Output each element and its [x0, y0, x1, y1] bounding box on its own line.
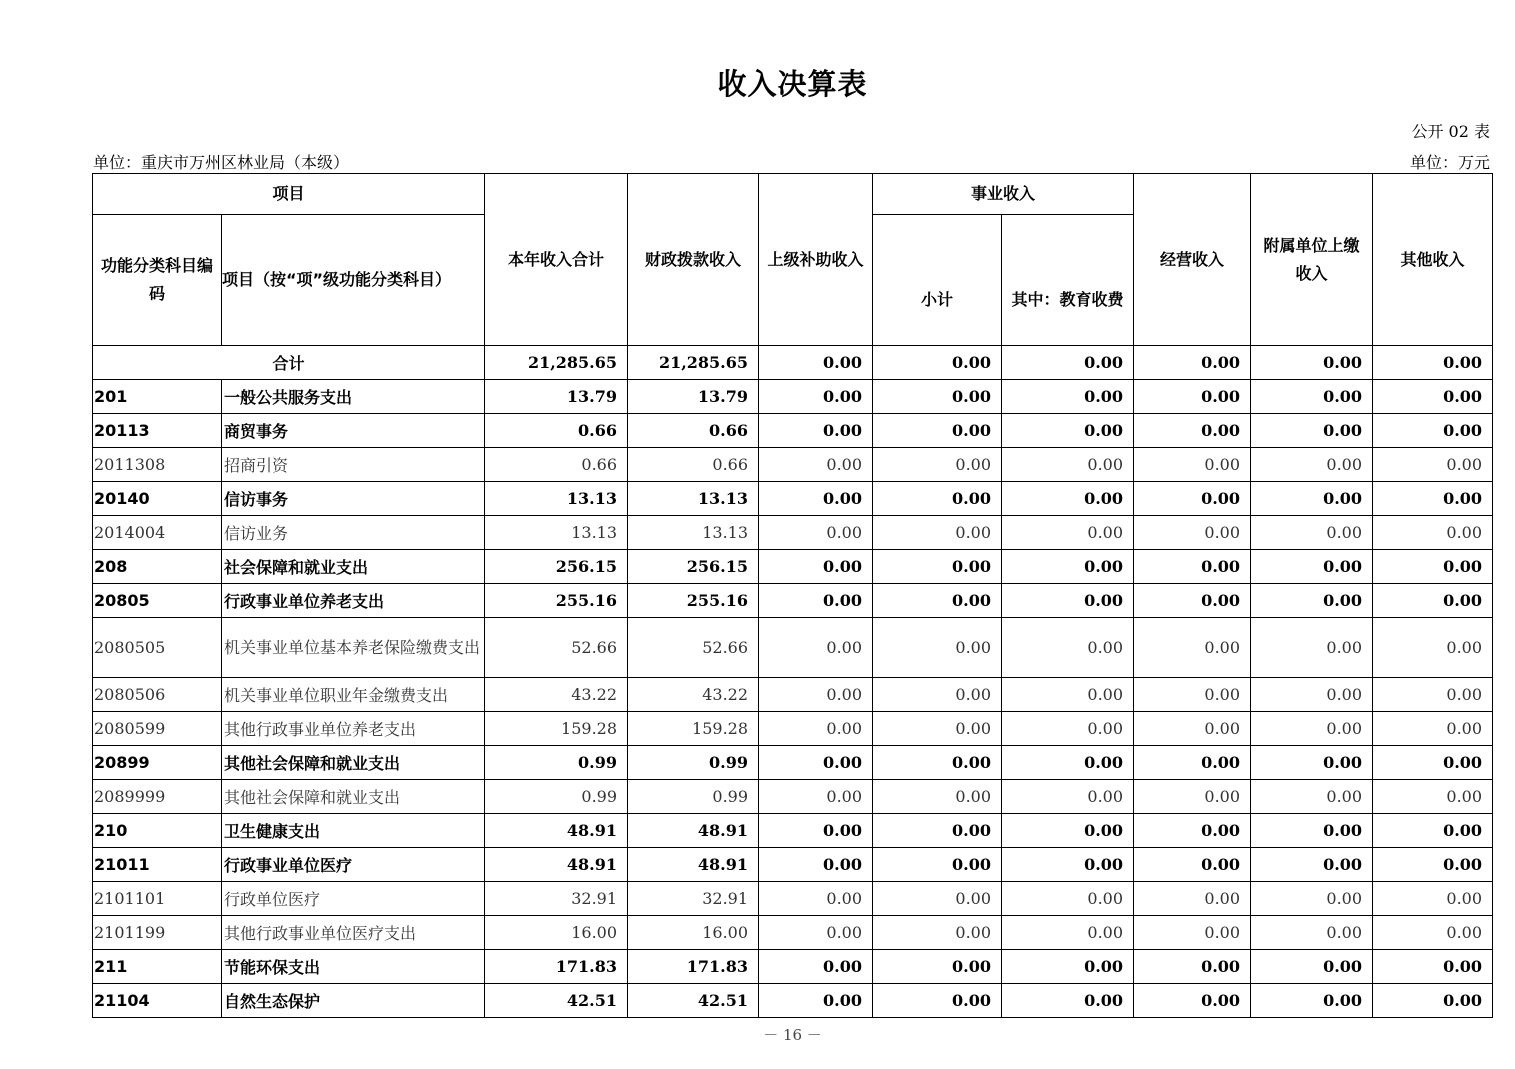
value-cell: 52.66 [628, 618, 759, 678]
total-value: 0.00 [759, 346, 873, 380]
value-cell: 0.00 [1251, 516, 1373, 550]
value-cell: 43.22 [628, 678, 759, 712]
func-name-cell: 其他社会保障和就业支出 [222, 746, 485, 780]
value-cell: 0.00 [1373, 516, 1493, 550]
value-cell: 0.00 [1251, 550, 1373, 584]
value-cell: 0.00 [1134, 414, 1251, 448]
total-label: 合计 [93, 346, 485, 380]
total-value: 0.00 [873, 346, 1002, 380]
value-cell: 0.00 [1134, 780, 1251, 814]
value-cell: 0.00 [1002, 550, 1134, 584]
value-cell: 0.00 [759, 550, 873, 584]
func-code-cell: 2080505 [93, 618, 222, 678]
func-name-cell: 机关事业单位基本养老保险缴费支出 [222, 618, 485, 678]
report-title: 收入决算表 [717, 67, 868, 101]
value-cell: 0.00 [759, 814, 873, 848]
value-cell: 0.00 [873, 482, 1002, 516]
table-row [93, 618, 1493, 678]
func-name-cell: 其他社会保障和就业支出 [222, 780, 485, 814]
value-cell: 0.00 [1134, 848, 1251, 882]
value-cell: 0.00 [873, 550, 1002, 584]
table-row [93, 984, 1493, 1018]
func-code-cell: 208 [93, 550, 222, 584]
value-cell: 0.00 [1002, 780, 1134, 814]
value-cell: 0.00 [1373, 848, 1493, 882]
value-cell: 0.00 [1373, 780, 1493, 814]
table-row [93, 882, 1493, 916]
func-name-cell: 社会保障和就业支出 [222, 550, 485, 584]
func-name-cell: 招商引资 [222, 448, 485, 482]
func-code-cell: 2080506 [93, 678, 222, 712]
func-code-cell: 2101199 [93, 916, 222, 950]
value-cell: 13.13 [485, 482, 628, 516]
value-cell: 0.00 [1251, 618, 1373, 678]
value-cell: 0.00 [873, 618, 1002, 678]
value-cell: 0.00 [1134, 712, 1251, 746]
value-cell: 0.00 [759, 482, 873, 516]
value-cell: 0.00 [1002, 882, 1134, 916]
value-cell: 0.00 [1134, 618, 1251, 678]
value-cell: 0.00 [1251, 678, 1373, 712]
value-cell: 0.00 [1373, 448, 1493, 482]
value-cell: 0.00 [759, 678, 873, 712]
value-cell: 0.00 [1134, 448, 1251, 482]
func-code-cell: 211 [93, 950, 222, 984]
value-cell: 0.00 [759, 746, 873, 780]
table-row [93, 482, 1493, 516]
value-cell: 0.00 [1251, 584, 1373, 618]
value-cell: 0.00 [1002, 916, 1134, 950]
value-cell: 0.00 [1373, 746, 1493, 780]
value-cell: 0.00 [1002, 950, 1134, 984]
page-number: － 16 － [763, 1026, 822, 1044]
func-code-cell: 2101101 [93, 882, 222, 916]
value-cell: 0.00 [1251, 984, 1373, 1018]
value-cell: 0.00 [873, 916, 1002, 950]
value-cell: 0.00 [1373, 882, 1493, 916]
header-func-name: 项目（按“项”级功能分类科目） [222, 215, 485, 346]
value-cell: 0.00 [1134, 984, 1251, 1018]
value-cell: 0.99 [628, 746, 759, 780]
value-cell: 0.00 [1002, 746, 1134, 780]
header-subtotal: 小计 [873, 215, 1002, 346]
table-row [93, 584, 1493, 618]
value-cell: 0.00 [1002, 618, 1134, 678]
func-code-cell: 20899 [93, 746, 222, 780]
total-value: 0.00 [1134, 346, 1251, 380]
header-total-income: 本年收入合计 [485, 174, 628, 346]
value-cell: 0.00 [759, 380, 873, 414]
table-row [93, 780, 1493, 814]
value-cell: 0.00 [1134, 380, 1251, 414]
value-cell: 0.00 [1002, 678, 1134, 712]
value-cell: 13.13 [628, 516, 759, 550]
total-value: 0.00 [1002, 346, 1134, 380]
value-cell: 0.00 [1251, 746, 1373, 780]
value-cell: 0.99 [485, 746, 628, 780]
table-row [93, 678, 1493, 712]
func-code-cell: 21011 [93, 848, 222, 882]
func-code-cell: 20140 [93, 482, 222, 516]
value-cell: 0.00 [1251, 414, 1373, 448]
value-cell: 43.22 [485, 678, 628, 712]
value-cell: 0.66 [628, 448, 759, 482]
value-cell: 0.00 [873, 584, 1002, 618]
value-cell: 0.66 [485, 448, 628, 482]
value-cell: 255.16 [628, 584, 759, 618]
value-cell: 0.00 [873, 414, 1002, 448]
value-cell: 0.00 [873, 848, 1002, 882]
total-value: 21,285.65 [628, 346, 759, 380]
value-cell: 0.00 [1134, 550, 1251, 584]
value-cell: 0.00 [759, 984, 873, 1018]
value-cell: 256.15 [628, 550, 759, 584]
value-cell: 0.00 [1251, 950, 1373, 984]
value-cell: 0.00 [1251, 482, 1373, 516]
value-cell: 0.00 [1002, 448, 1134, 482]
value-cell: 13.13 [628, 482, 759, 516]
value-cell: 0.00 [1373, 712, 1493, 746]
table-row [93, 712, 1493, 746]
value-cell: 0.00 [1373, 916, 1493, 950]
value-cell: 0.00 [1373, 618, 1493, 678]
total-value: 0.00 [1373, 346, 1493, 380]
table-row [93, 380, 1493, 414]
func-name-cell: 自然生态保护 [222, 984, 485, 1018]
table-row [93, 414, 1493, 448]
table-row [93, 516, 1493, 550]
header-education: 其中：教育收费 [1002, 215, 1134, 346]
header-other: 其他收入 [1373, 174, 1493, 346]
func-name-cell: 信访业务 [222, 516, 485, 550]
value-cell: 0.00 [1373, 678, 1493, 712]
table-row [93, 550, 1493, 584]
value-cell: 0.00 [1134, 678, 1251, 712]
income-table [92, 173, 1493, 1018]
value-cell: 0.00 [873, 516, 1002, 550]
value-cell: 0.00 [759, 448, 873, 482]
total-row [93, 346, 1493, 380]
value-cell: 0.00 [1251, 916, 1373, 950]
func-code-cell: 21104 [93, 984, 222, 1018]
value-cell: 0.00 [1373, 950, 1493, 984]
value-cell: 0.00 [873, 780, 1002, 814]
table-header [93, 174, 1493, 346]
value-cell: 0.00 [1002, 482, 1134, 516]
func-name-cell: 行政单位医疗 [222, 882, 485, 916]
value-cell: 0.00 [1134, 814, 1251, 848]
value-cell: 0.00 [1134, 882, 1251, 916]
func-code-cell: 2011308 [93, 448, 222, 482]
value-cell: 0.00 [1373, 584, 1493, 618]
value-cell: 0.00 [1134, 916, 1251, 950]
value-cell: 0.00 [1134, 746, 1251, 780]
func-code-cell: 20805 [93, 584, 222, 618]
func-code-cell: 2089999 [93, 780, 222, 814]
value-cell: 171.83 [485, 950, 628, 984]
value-cell: 48.91 [628, 848, 759, 882]
value-cell: 16.00 [485, 916, 628, 950]
header-project: 项目 [93, 174, 485, 215]
value-cell: 32.91 [628, 882, 759, 916]
value-cell: 0.00 [1373, 482, 1493, 516]
value-cell: 0.00 [1373, 984, 1493, 1018]
value-cell: 0.00 [1002, 414, 1134, 448]
currency-unit: 单位：万元 [1409, 153, 1490, 172]
value-cell: 171.83 [628, 950, 759, 984]
func-name-cell: 其他行政事业单位养老支出 [222, 712, 485, 746]
value-cell: 0.00 [759, 950, 873, 984]
form-number: 公开 02 表 [1411, 122, 1490, 141]
table-body [93, 346, 1493, 1018]
table-row [93, 746, 1493, 780]
value-cell: 0.66 [485, 414, 628, 448]
total-value: 21,285.65 [485, 346, 628, 380]
value-cell: 0.00 [1251, 448, 1373, 482]
value-cell: 0.00 [759, 780, 873, 814]
value-cell: 0.00 [759, 848, 873, 882]
value-cell: 0.00 [873, 882, 1002, 916]
value-cell: 0.00 [759, 712, 873, 746]
value-cell: 0.00 [759, 916, 873, 950]
func-name-cell: 节能环保支出 [222, 950, 485, 984]
value-cell: 0.00 [1002, 584, 1134, 618]
value-cell: 42.51 [628, 984, 759, 1018]
func-code-cell: 2080599 [93, 712, 222, 746]
func-code-cell: 20113 [93, 414, 222, 448]
value-cell: 256.15 [485, 550, 628, 584]
header-operating: 经营收入 [1134, 174, 1251, 346]
header-affiliated: 附属单位上缴收入 [1251, 174, 1373, 346]
value-cell: 32.91 [485, 882, 628, 916]
func-code-cell: 201 [93, 380, 222, 414]
reporting-unit: 单位：重庆市万州区林业局（本级） [93, 153, 350, 172]
value-cell: 0.00 [759, 618, 873, 678]
value-cell: 0.00 [1251, 780, 1373, 814]
value-cell: 13.79 [628, 380, 759, 414]
func-name-cell: 商贸事务 [222, 414, 485, 448]
func-name-cell: 行政事业单位养老支出 [222, 584, 485, 618]
value-cell: 0.00 [873, 712, 1002, 746]
value-cell: 42.51 [485, 984, 628, 1018]
header-business-group: 事业收入 [873, 174, 1134, 215]
func-name-cell: 机关事业单位职业年金缴费支出 [222, 678, 485, 712]
value-cell: 0.99 [485, 780, 628, 814]
func-name-cell: 其他行政事业单位医疗支出 [222, 916, 485, 950]
func-name-cell: 卫生健康支出 [222, 814, 485, 848]
value-cell: 13.79 [485, 380, 628, 414]
table-row [93, 916, 1493, 950]
value-cell: 0.00 [873, 984, 1002, 1018]
value-cell: 0.00 [873, 678, 1002, 712]
value-cell: 255.16 [485, 584, 628, 618]
value-cell: 0.00 [1251, 380, 1373, 414]
header-fiscal: 财政拨款收入 [628, 174, 759, 346]
value-cell: 16.00 [628, 916, 759, 950]
value-cell: 0.00 [1002, 712, 1134, 746]
total-value: 0.00 [1251, 346, 1373, 380]
func-name-cell: 行政事业单位医疗 [222, 848, 485, 882]
value-cell: 0.00 [1251, 814, 1373, 848]
value-cell: 0.66 [628, 414, 759, 448]
value-cell: 0.00 [1002, 516, 1134, 550]
table-row [93, 814, 1493, 848]
value-cell: 0.00 [1134, 584, 1251, 618]
value-cell: 0.00 [873, 950, 1002, 984]
value-cell: 0.00 [759, 882, 873, 916]
func-name-cell: 一般公共服务支出 [222, 380, 485, 414]
table-row [93, 448, 1493, 482]
value-cell: 48.91 [485, 848, 628, 882]
header-superior: 上级补助收入 [759, 174, 873, 346]
value-cell: 0.00 [1251, 882, 1373, 916]
value-cell: 13.13 [485, 516, 628, 550]
value-cell: 0.00 [1002, 848, 1134, 882]
value-cell: 0.00 [873, 814, 1002, 848]
value-cell: 0.00 [759, 516, 873, 550]
value-cell: 0.00 [1373, 814, 1493, 848]
value-cell: 0.00 [1134, 950, 1251, 984]
func-name-cell: 信访事务 [222, 482, 485, 516]
value-cell: 0.00 [1002, 814, 1134, 848]
table-row [93, 950, 1493, 984]
value-cell: 52.66 [485, 618, 628, 678]
value-cell: 0.00 [1251, 848, 1373, 882]
value-cell: 0.00 [1251, 712, 1373, 746]
value-cell: 0.00 [1373, 380, 1493, 414]
value-cell: 0.00 [873, 380, 1002, 414]
value-cell: 0.00 [873, 746, 1002, 780]
value-cell: 48.91 [485, 814, 628, 848]
value-cell: 0.00 [759, 414, 873, 448]
value-cell: 0.00 [1373, 414, 1493, 448]
value-cell: 0.00 [1002, 984, 1134, 1018]
value-cell: 159.28 [628, 712, 759, 746]
func-code-cell: 210 [93, 814, 222, 848]
value-cell: 0.00 [873, 448, 1002, 482]
table-row [93, 848, 1493, 882]
value-cell: 0.00 [1134, 516, 1251, 550]
header-func-code: 功能分类科目编码 [93, 215, 222, 346]
value-cell: 0.00 [759, 584, 873, 618]
value-cell: 0.00 [1373, 550, 1493, 584]
value-cell: 48.91 [628, 814, 759, 848]
func-code-cell: 2014004 [93, 516, 222, 550]
value-cell: 0.00 [1002, 380, 1134, 414]
value-cell: 159.28 [485, 712, 628, 746]
value-cell: 0.00 [1134, 482, 1251, 516]
value-cell: 0.99 [628, 780, 759, 814]
